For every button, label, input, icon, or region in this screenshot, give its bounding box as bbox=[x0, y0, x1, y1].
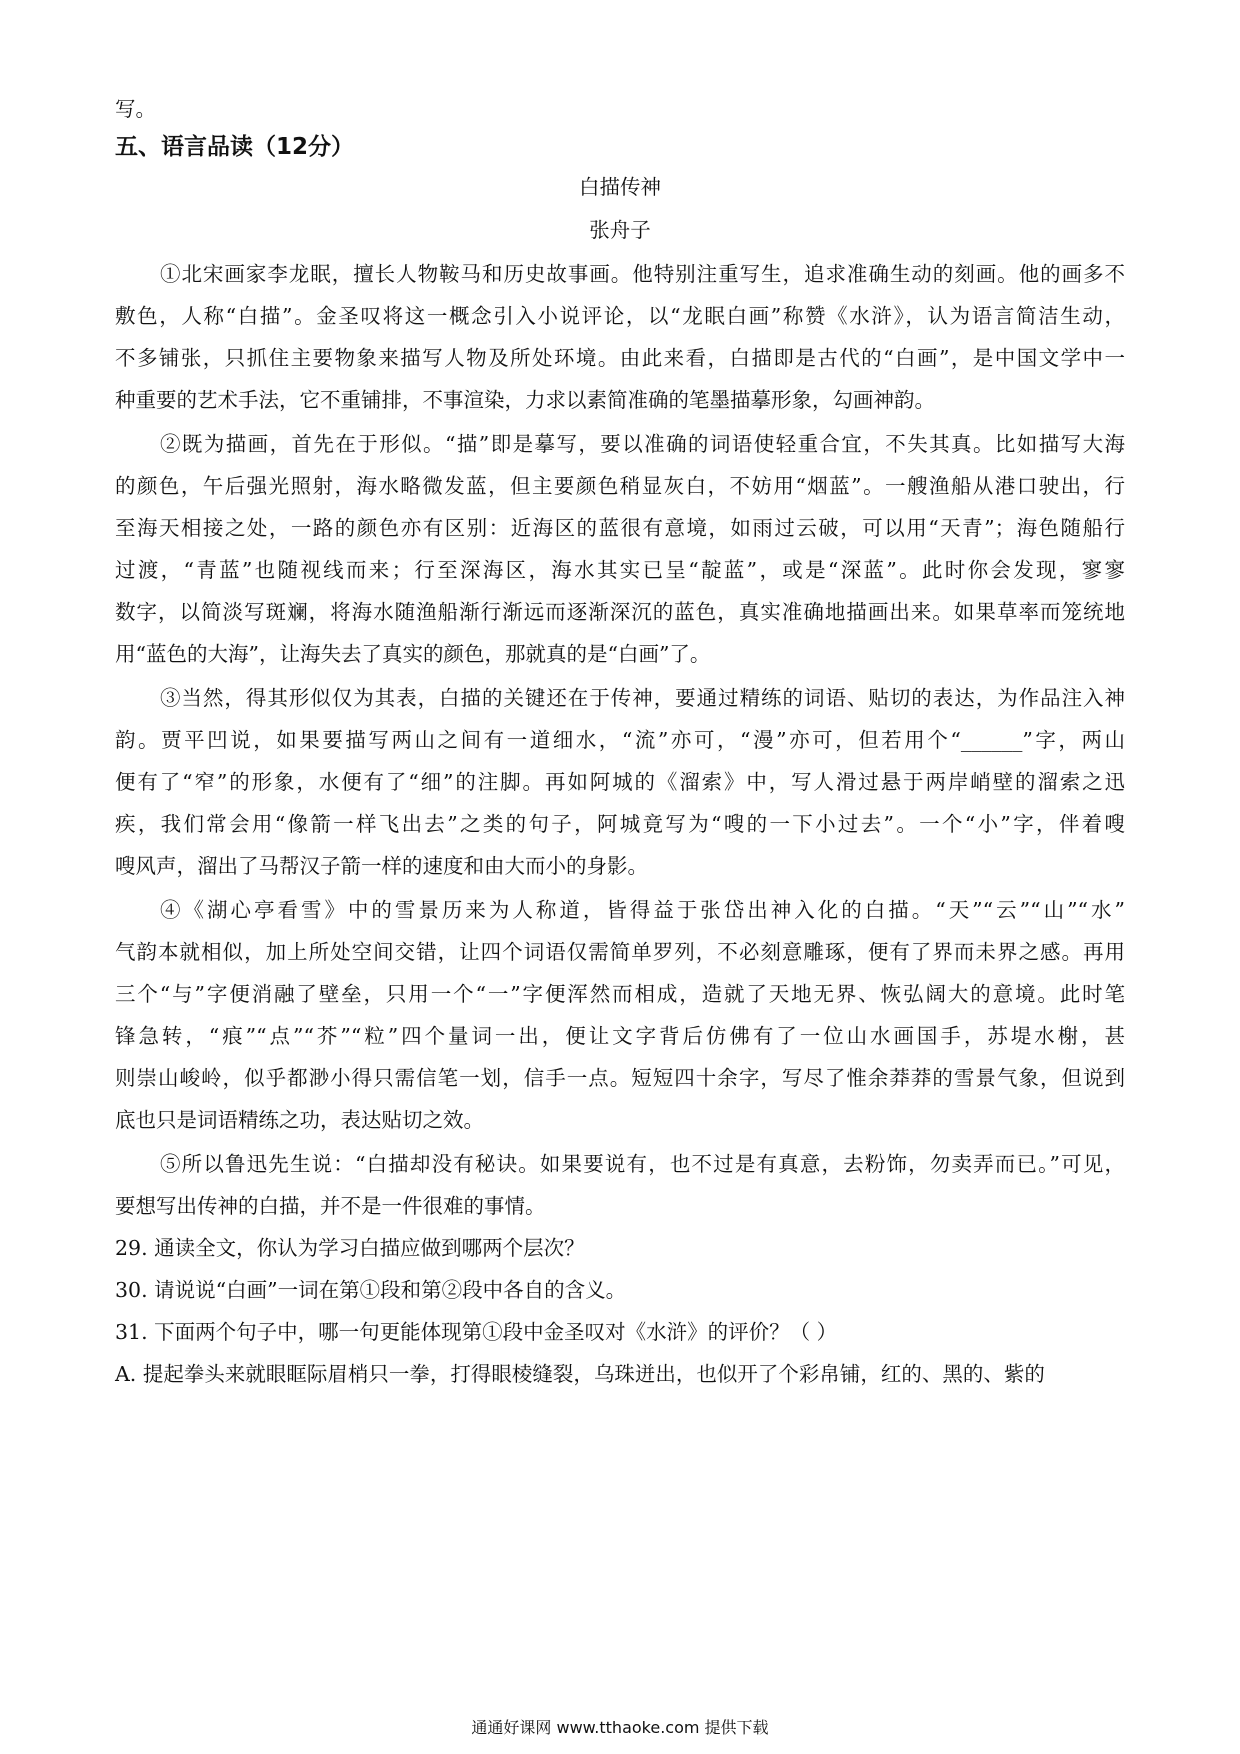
paragraph-5-line-1: ⑤所以鲁迅先生说：“白描却没有秘诀。如果要说有，也不过是有真意，去粉饰，勿卖弄而已。”可见， bbox=[160, 1152, 1125, 1176]
paragraph-5-line-2: 要想写出传神的白描，并不是一件很难的事情。 bbox=[115, 1194, 546, 1218]
paragraph-4-line-1: ④《湖心亭看雪》中的雪景历来为人称道，皆得益于张岱出神入化的白描。“天”“云”“山”“水” bbox=[160, 898, 1125, 922]
paragraph-2-line-2: 的颜色，午后强光照射，海水略微发蓝，但主要颜色稍显灰白，不妨用“烟蓝”。一艘渔船从港口驶出，行 bbox=[115, 474, 1125, 498]
paragraph-1-line-1: ①北宋画家李龙眠，擅长人物鞍马和历史故事画。他特别注重写生，追求准确生动的刻画。他的画多不 bbox=[160, 262, 1125, 286]
paragraph-4-line-5: 则崇山峻岭，似乎都渺小得只需信笔一划，信手一点。短短四十余字，写尽了惟余莽莽的雪景气象，但说到 bbox=[115, 1066, 1125, 1090]
paragraph-1-line-2: 敷色，人称“白描”。金圣叹将这一概念引入小说评论，以“龙眠白画”称赞《水浒》，认为语言简洁生动， bbox=[115, 304, 1125, 328]
paragraph-2-line-6: 用“蓝色的大海”，让海失去了真实的颜色，那就真的是“白画”了。 bbox=[115, 642, 711, 666]
question-31-option-a: A. 提起拳头来就眼眶际眉梢只一拳，打得眼棱缝裂，乌珠迸出，也似开了个彩帛铺，红的、黑的、紫的 bbox=[115, 1362, 1045, 1386]
paragraph-4-line-3: 三个“与”字便消融了壁垒，只用一个“一”字便浑然而相成，造就了天地无界、恢弘阔大的意境。此时笔 bbox=[115, 982, 1125, 1006]
paragraph-2-line-1: ②既为描画，首先在于形似。“描”即是摹写，要以准确的词语使轻重合宜，不失其真。比如描写大海 bbox=[160, 432, 1125, 456]
question-29: 29. 通读全文，你认为学习白描应做到哪两个层次？ bbox=[115, 1236, 585, 1260]
paragraph-3-line-3: 便有了“窄”的形象，水便有了“细”的注脚。再如阿城的《溜索》中，写人滑过悬于两岸峭壁的溜索之迅 bbox=[115, 770, 1125, 794]
question-31: 31. 下面两个句子中，哪一句更能体现第①段中金圣叹对《水浒》的评价？（ ） bbox=[115, 1320, 838, 1344]
paragraph-2-line-5: 数字，以简淡写斑斓，将海水随渔船渐行渐远而逐渐深沉的蓝色，真实准确地描画出来。如果草率而笼统地 bbox=[115, 600, 1125, 624]
paragraph-2-line-3: 至海天相接之处，一路的颜色亦有区别：近海区的蓝很有意境，如雨过云破，可以用“天青”；海色随船行 bbox=[115, 516, 1125, 540]
paragraph-3-line-5: 嗖风声，溜出了马帮汉子箭一样的速度和由大而小的身影。 bbox=[115, 854, 648, 878]
paragraph-1-line-4: 种重要的艺术手法，它不重铺排，不事渲染，力求以素简准确的笔墨描摹形象，勾画神韵。 bbox=[115, 388, 935, 412]
paragraph-3-line-2: 韵。贾平凹说，如果要描写两山之间有一道细水，“流”亦可，“漫”亦可，但若用个“______”字，两山 bbox=[115, 728, 1125, 752]
article-author: 张舟子 bbox=[589, 218, 651, 242]
section-heading: 五、语言品读（12分） bbox=[115, 134, 355, 160]
previous-question-tail: 写。 bbox=[115, 97, 156, 121]
paragraph-3-line-1: ③当然，得其形似仅为其表，白描的关键还在于传神，要通过精练的词语、贴切的表达，为作品注入神 bbox=[160, 686, 1125, 710]
paragraph-4-line-2: 气韵本就相似，加上所处空间交错，让四个词语仅需简单罗列，不必刻意雕琢，便有了界而未界之感。再用 bbox=[115, 940, 1125, 964]
paragraph-3-line-4: 疾，我们常会用“像箭一样飞出去”之类的句子，阿城竟写为“嗖的一下小过去”。一个“小”字，伴着嗖 bbox=[115, 812, 1125, 836]
paragraph-1-line-3: 不多铺张，只抓住主要物象来描写人物及所处环境。由此来看，白描即是古代的“白画”，是中国文学中一 bbox=[115, 346, 1125, 370]
paragraph-4-line-4: 锋急转，“痕”“点”“芥”“粒”四个量词一出，便让文字背后仿佛有了一位山水画国手，苏堤水榭，甚 bbox=[115, 1024, 1125, 1048]
paragraph-4-line-6: 底也只是词语精练之功，表达贴切之效。 bbox=[115, 1108, 484, 1132]
article-title: 白描传神 bbox=[579, 175, 661, 199]
question-30: 30. 请说说“白画”一词在第①段和第②段中各自的含义。 bbox=[115, 1278, 627, 1302]
paragraph-2-line-4: 过渡，“青蓝”也随视线而来；行至深海区，海水其实已呈“靛蓝”，或是“深蓝”。此时你会发现，寥寥 bbox=[115, 558, 1125, 582]
page-footer: 通通好课网 www.tthaoke.com 提供下载 bbox=[471, 1718, 769, 1737]
